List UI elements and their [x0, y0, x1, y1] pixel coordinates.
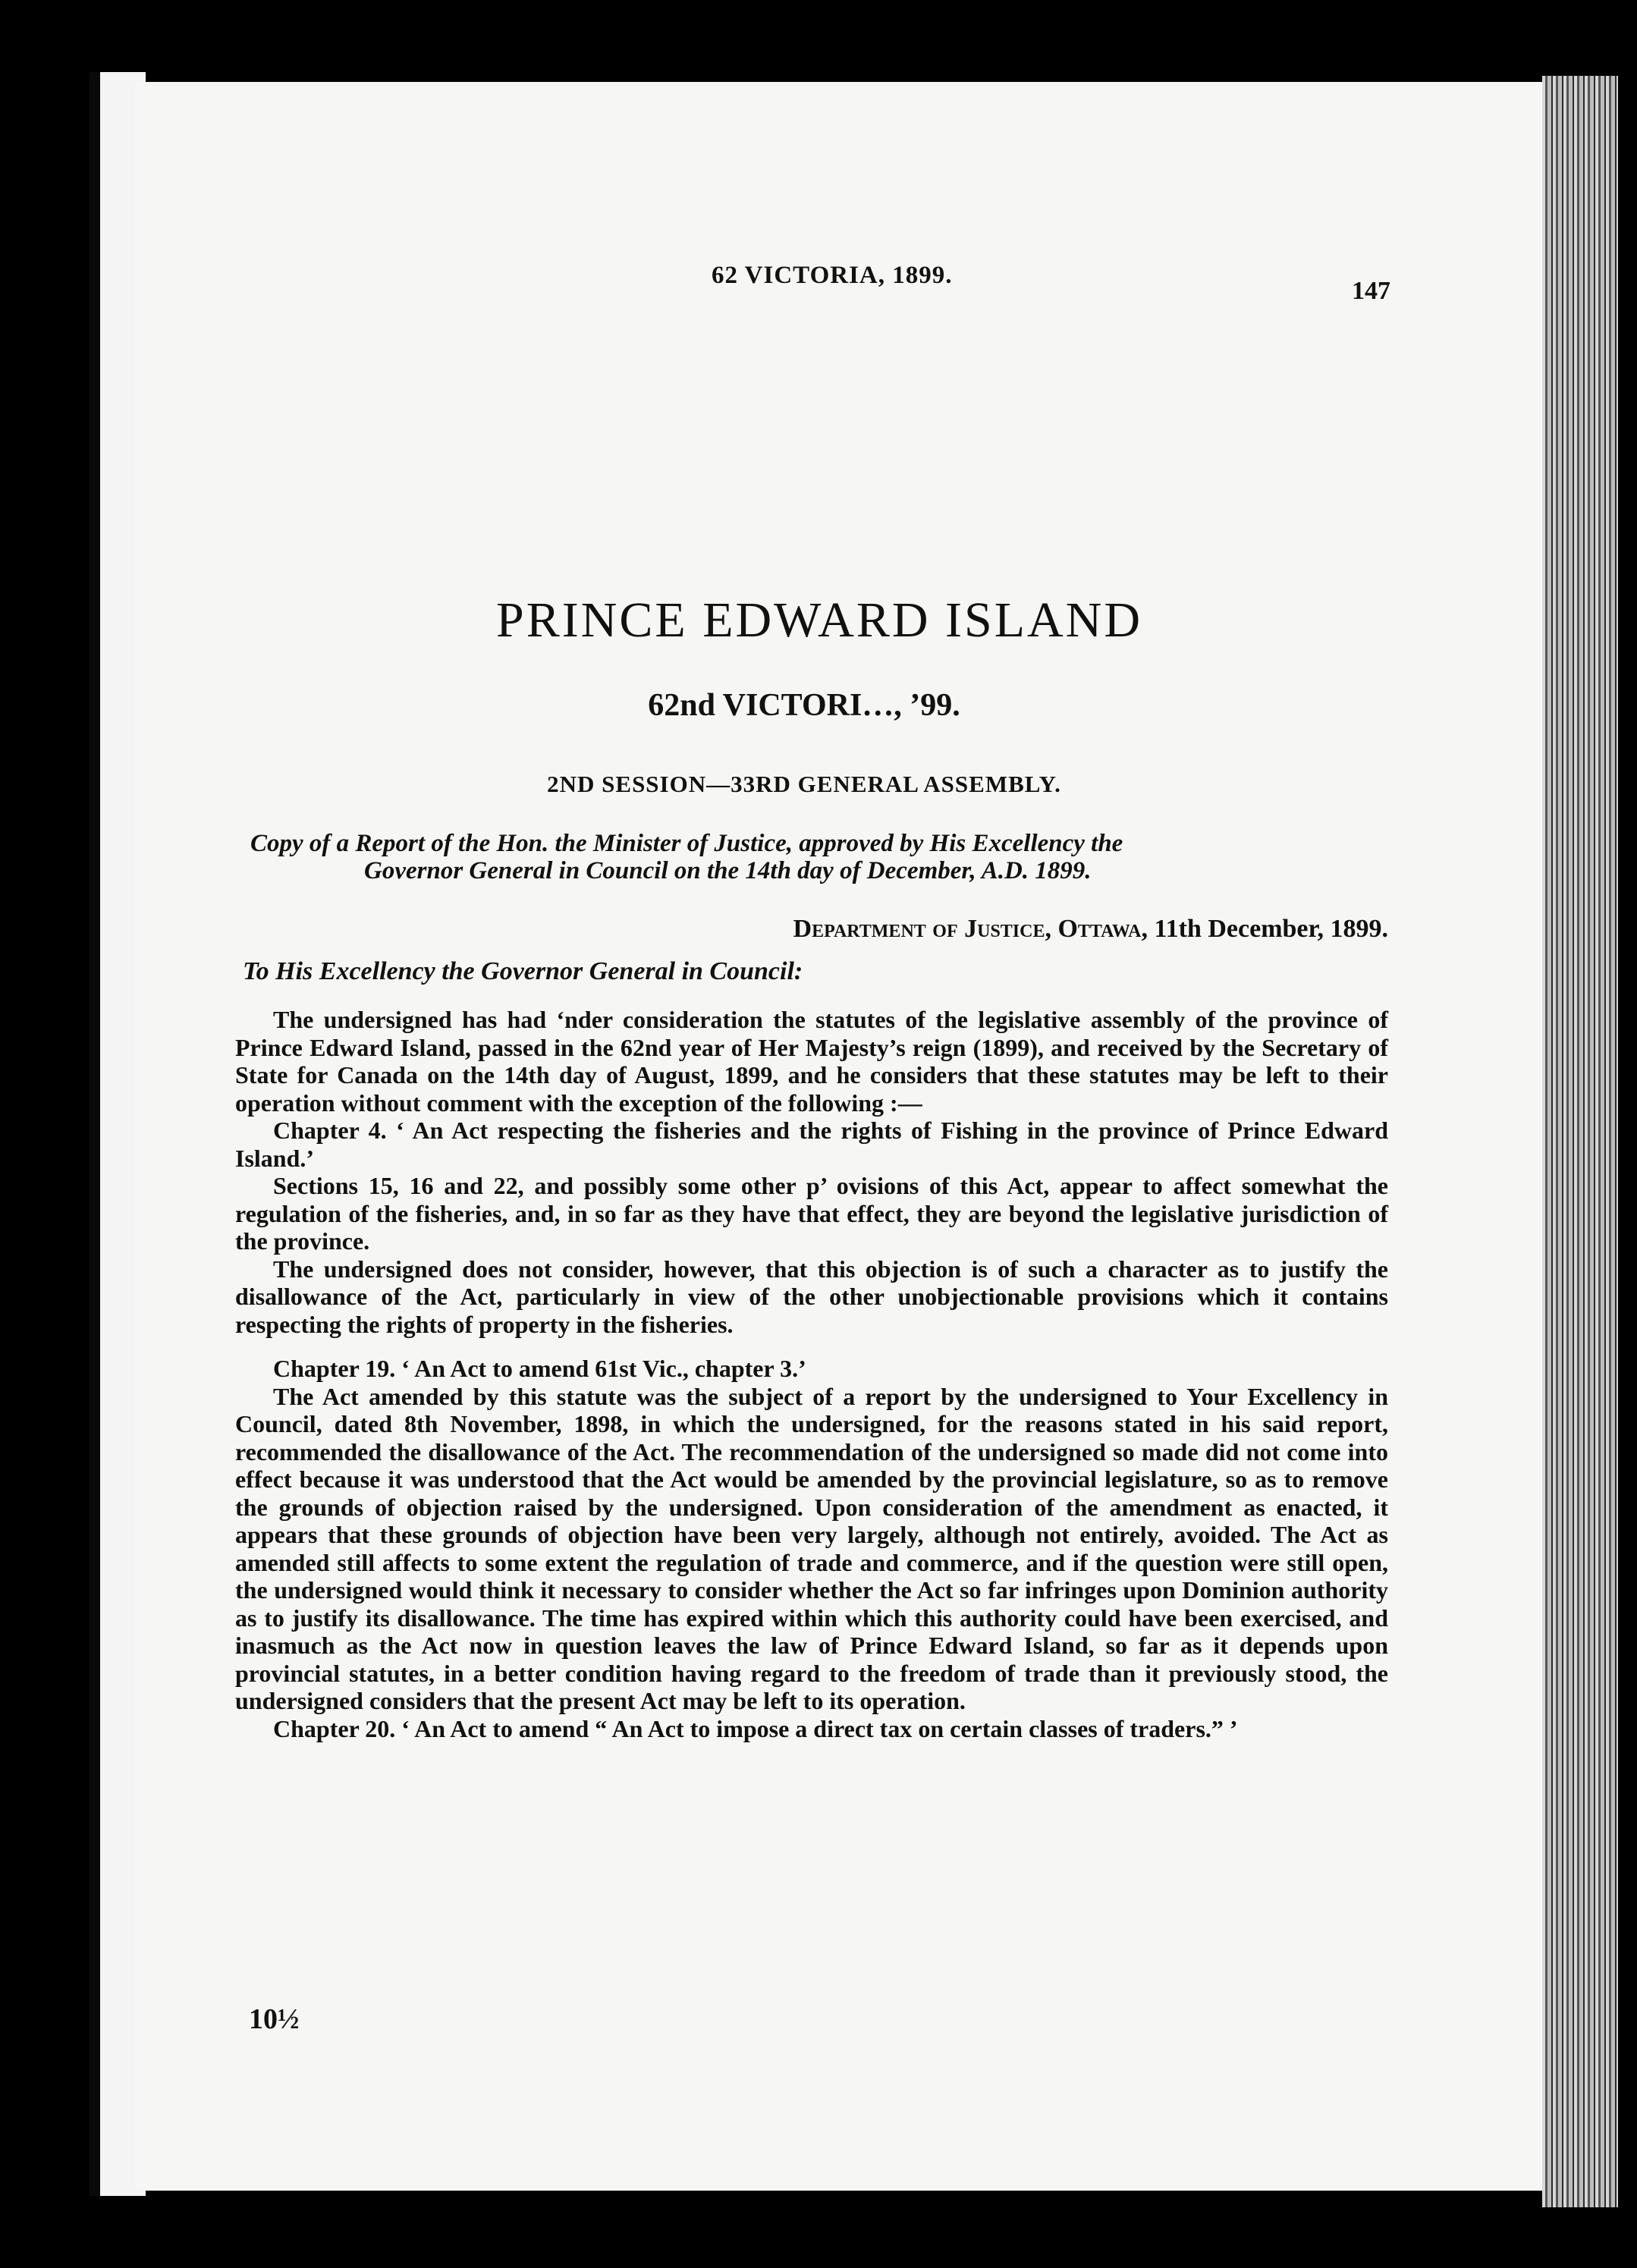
- running-head-title: 62 VICTORIA, 1899.: [712, 262, 953, 289]
- page-stack-edge: [1542, 76, 1618, 2207]
- paragraph: The undersigned does not consider, however, that this objection is of such a character as to justify the disallowance of the Act, particularly in view of the other unobjectionable provisions which it contains respecting the rights of property in the fisheries.: [235, 1255, 1388, 1338]
- page-number: 147: [1352, 277, 1390, 305]
- page-content: [235, 592, 1388, 1742]
- signature-mark: 10½: [249, 2003, 300, 2035]
- paragraph: Sections 15, 16 and 22, and possibly some other p’ ovisions of this Act, appear to affect somewhat the regulation of the fisheries, and, in so far as they have that effect, they are beyond the legislative jurisdiction of the province.: [235, 1172, 1388, 1255]
- paragraph: Chapter 19. ‘ An Act to amend 61st Vic., chapter 3.’: [273, 1355, 806, 1382]
- session-line: 2ND SESSION—33RD GENERAL ASSEMBLY.: [547, 771, 1061, 797]
- running-head: [135, 262, 1542, 307]
- dateline: [235, 915, 1388, 944]
- report-body: [235, 1006, 1388, 1742]
- dateline-date: 11th December, 1899.: [1154, 915, 1388, 943]
- salutation: To His Excellency the Governor General in Council:: [243, 957, 803, 985]
- paragraph: Chapter 20. ‘ An Act to amend “ An Act to impose a direct tax on certain classes of traders.” ’: [273, 1714, 1238, 1742]
- dateline-department: Department of Justice, Ottawa,: [793, 915, 1148, 943]
- paragraph: The Act amended by this statute was the subject of a report by the undersigned to Your Excellency in Council, dated 8th November, 1898, in which the undersigned, for the reasons stated in his said report, recommended the disallowance of the Act. The recommendation of the undersigned so made did not come into effect because it was understood that the Act would be amended by the provincial legislature, so as to remove the grounds of objection raised by the undersigned. Upon consideration of the amendment as enacted, it appears that these grounds of objection have been very largely, although not entirely, avoided. The Act as amended still affects to some extent the regulation of trade and commerce, and if the question were still open, the undersigned would think it necessary to consider whether the Act so far infringes upon Dominion authority as to justify its disallowance. The time has expired within which this authority could have been exercised, and inasmuch as the Act now in question leaves the law of Prince Edward Island, so far as it depends upon provincial statutes, in a better condition having regard to the freedom of trade than it previously stood, the undersigned considers that the present Act may be left to its operation.: [235, 1382, 1388, 1714]
- document-title: PRINCE EDWARD ISLAND: [496, 592, 1142, 648]
- document-subtitle: 62nd VICTORI…, ’99.: [648, 688, 960, 723]
- report-heading-line-1: Copy of a Report of the Hon. the Minister of Justice, approved by His Excellency the: [250, 830, 1123, 857]
- report-heading: [250, 830, 1373, 884]
- paragraph: Chapter 4. ‘ An Act respecting the fisheries and the rights of Fishing in the province of Prince Edward Island.’: [235, 1117, 1388, 1172]
- report-heading-line-2: Governor General in Council on the 14th day of December, A.D. 1899.: [364, 857, 1092, 884]
- paragraph: The undersigned has had ‘nder consideration the statutes of the legislative assembly of the province of Prince Edward Island, passed in the 62nd year of Her Majesty’s reign (1899), and received by the Secretary of State for Canada on the 14th day of August, 1899, and he considers that these statutes may be left to their operation without comment with the exception of the following :—: [235, 1006, 1388, 1117]
